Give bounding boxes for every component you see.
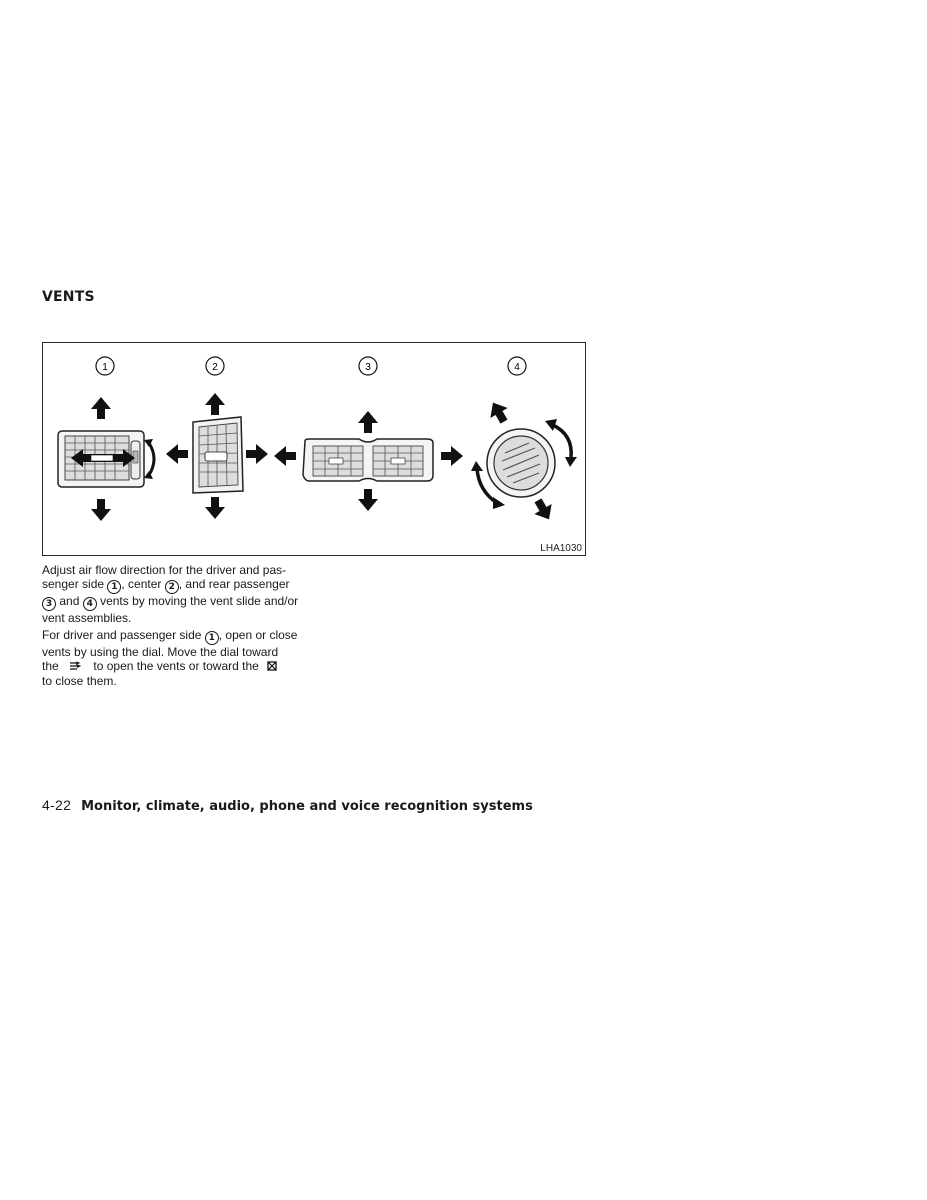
callout-3 bbox=[359, 357, 377, 375]
svg-text:4: 4 bbox=[514, 362, 520, 373]
vent-open-icon bbox=[66, 661, 86, 671]
callout-ref-3: 3 bbox=[42, 597, 56, 611]
round-vent-illustration bbox=[471, 398, 577, 525]
p2-line-1 bbox=[42, 628, 305, 645]
p2-text: For driver and passenger side bbox=[42, 628, 202, 642]
callout-1 bbox=[96, 357, 114, 375]
p2-text: , open or close bbox=[218, 628, 298, 642]
rear-vent-illustration bbox=[274, 411, 463, 511]
svg-text:2: 2 bbox=[212, 362, 218, 373]
p1-text: vents by moving the vent slide and/or bbox=[100, 594, 299, 609]
p1-line-4: vent assemblies. bbox=[42, 611, 132, 626]
vent-close-icon bbox=[266, 661, 278, 671]
callout-ref-1: 1 bbox=[205, 631, 219, 645]
callout-ref-2: 2 bbox=[165, 580, 179, 594]
paragraph-1 bbox=[42, 563, 305, 626]
svg-text:1: 1 bbox=[102, 362, 108, 373]
p1-text: , center bbox=[121, 577, 162, 592]
vents-figure bbox=[42, 342, 586, 556]
p1-line-1: Adjust air flow direction for the driver and pas- bbox=[42, 563, 287, 577]
callout-ref-4: 4 bbox=[83, 597, 97, 611]
page-footer bbox=[42, 797, 533, 814]
p1-text: senger side bbox=[42, 577, 105, 592]
figure-code: LHA1030 bbox=[540, 543, 582, 554]
p1-text: and bbox=[59, 594, 80, 609]
callout-4 bbox=[508, 357, 526, 375]
p1-line-3 bbox=[42, 594, 305, 611]
side-vent-illustration bbox=[58, 397, 154, 521]
p2-line-2: vents by using the dial. Move the dial toward bbox=[42, 645, 279, 659]
svg-text:3: 3 bbox=[365, 362, 371, 373]
p2-text: to open the vents or toward the bbox=[93, 659, 259, 674]
vents-illustration bbox=[43, 343, 587, 557]
p1-text: , and rear passenger bbox=[178, 577, 290, 592]
callout-ref-1: 1 bbox=[107, 580, 121, 594]
center-vent-illustration bbox=[166, 393, 268, 519]
page-number: 4-22 bbox=[42, 797, 72, 813]
p2-text: the bbox=[42, 659, 59, 674]
p1-line-2 bbox=[42, 577, 305, 594]
p2-line-3 bbox=[42, 659, 305, 673]
section-title: Monitor, climate, audio, phone and voice recognition systems bbox=[81, 799, 533, 814]
p2-line-4: to close them. bbox=[42, 673, 117, 688]
section-heading: VENTS bbox=[42, 289, 95, 305]
paragraph-2 bbox=[42, 628, 305, 688]
callout-2 bbox=[206, 357, 224, 375]
